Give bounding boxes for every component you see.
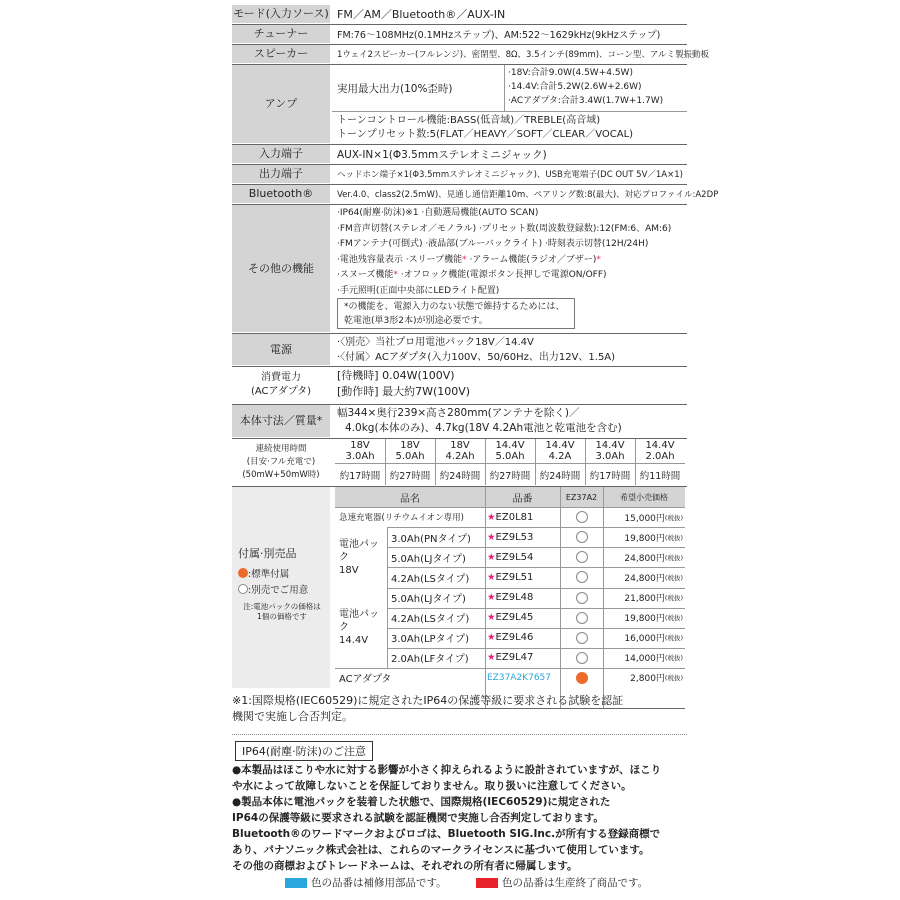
tax-note: (税抜) xyxy=(664,513,683,522)
runtime-capacity: 3.0Ah xyxy=(345,451,375,462)
product-price xyxy=(603,588,683,608)
legend-standard xyxy=(238,566,289,580)
product-code-cell xyxy=(487,628,560,648)
consumption-values xyxy=(337,368,470,400)
availability-cell xyxy=(560,608,603,628)
product-code: EZ37A2K7657 xyxy=(487,672,551,683)
discontinued-color-swatch xyxy=(476,878,498,888)
product-price xyxy=(603,547,683,567)
price-value: 16,000円 xyxy=(624,634,665,645)
consumption-label-line: (ACアダプタ) xyxy=(250,386,312,397)
feature-line: ·手元照明(正面中央部にLEDライト配置) xyxy=(337,285,500,296)
product-price xyxy=(603,628,683,648)
product-code-cell xyxy=(487,608,560,628)
product-name: 急速充電器(リチウムイオン専用) xyxy=(339,513,464,524)
runtime-capacity: 2.0Ah xyxy=(645,451,675,462)
battery-group-label xyxy=(335,527,387,587)
standard-circle-icon xyxy=(576,672,588,684)
tuner-value: FM:76～108MHz(0.1MHzステップ)、AM:522～1629kHz(9kHzステップ) xyxy=(337,30,661,41)
optional-circle-icon xyxy=(576,531,588,543)
power-label: 電源 xyxy=(232,334,330,365)
dimensions-line: 4.0kg(本体のみ)、4.7kg(18V 4.2Ah電池と乾電池を含む) xyxy=(345,422,622,434)
optional-circle-icon xyxy=(576,511,588,523)
runtime-column-header xyxy=(535,439,585,463)
product-code: EZ9L45 xyxy=(495,612,534,624)
optional-circle-icon xyxy=(576,652,588,664)
feature-snooze: ·スヌーズ機能 xyxy=(337,270,394,280)
input-value: AUX-IN×1(Φ3.5mmステレオミニジャック) xyxy=(337,148,547,161)
footnote-1-line: 機関で実施し合否判定。 xyxy=(232,710,353,723)
dimensions-line: 幅344×奥行239×高さ280mm(アンテナを除く)／ xyxy=(337,407,580,419)
dimensions-label: 本体寸法／質量* xyxy=(232,405,330,437)
legend-optional xyxy=(238,582,308,596)
runtime-voltage: 14.4V xyxy=(495,440,525,451)
separator xyxy=(232,734,687,735)
header-price: 希望小売価格 xyxy=(620,492,668,502)
standby-power: [待機時] 0.04W(100V) xyxy=(337,369,455,382)
runtime-label-line: (目安·フル充電で) xyxy=(246,456,316,467)
optional-circle-icon xyxy=(576,571,588,583)
product-code: EZ9L46 xyxy=(495,632,534,644)
feature-line: ·IP64(耐塵·防沫)※1 ·自動選局機能(AUTO SCAN) xyxy=(337,208,539,218)
speaker-label: スピーカー xyxy=(232,45,330,63)
product-name: 4.2Ah(LSタイプ) xyxy=(391,614,470,626)
divider xyxy=(435,439,436,485)
optional-circle-icon xyxy=(576,551,588,563)
runtime-label-line: (50mW+50mW時) xyxy=(242,469,320,480)
tax-note: (税抜) xyxy=(664,594,683,603)
product-name: 5.0Ah(LJタイプ) xyxy=(391,594,466,606)
optional-circle-icon xyxy=(576,632,588,644)
legend-note-line: 注:電池パックの価格は xyxy=(243,602,321,611)
feature-line: ·FMアンテナ(可倒式) ·液晶部(ブルーバックライト) ·時刻表示切替(12H/24H) xyxy=(337,239,649,249)
tuner-label: チューナー xyxy=(232,25,330,43)
asterisk-note-line: 乾電池(単3形2本)が別途必要です。 xyxy=(344,316,488,326)
ip64-line: ●製品本体に電池パックを装着した状態で、国際規格(IEC60529)に規定された xyxy=(232,796,611,808)
other-label: その他の機能 xyxy=(232,205,330,332)
asterisk-mark: * xyxy=(462,254,467,265)
amp-outputs xyxy=(508,66,663,108)
runtime-voltage: 18V xyxy=(350,440,370,451)
runtime-capacity: 5.0Ah xyxy=(495,451,525,462)
product-price xyxy=(603,507,683,527)
amp-output-14v: ·14.4V:合計5.2W(2.6W+2.6W) xyxy=(508,82,642,92)
tax-note: (税抜) xyxy=(664,674,683,683)
ip64-title: IP64(耐塵·防沫)のご注意 xyxy=(235,741,373,761)
runtime-column-header xyxy=(335,439,385,463)
power-line: ·〈付属〉ACアダプタ(入力100V、50/60Hz、出力12V、1.5A) xyxy=(337,352,616,363)
asterisk-note-line: *の機能を、電源入力のない状態で維持するためには、 xyxy=(344,302,565,312)
feature-offlock: ·オフロック機能(電源ボタン長押しで電源ON/OFF) xyxy=(400,270,607,280)
tone-presets: トーンプリセット数:5(FLAT／HEAVY／SOFT／CLEAR／VOCAL) xyxy=(337,129,634,140)
amp-output-label: 実用最大出力(10%歪時) xyxy=(337,82,453,95)
star-icon: ★ xyxy=(487,571,496,583)
discontinued-legend-text: 色の品番は生産終了商品です。 xyxy=(502,877,649,889)
runtime-column-header xyxy=(635,439,685,463)
consumption-label-line: 消費電力 xyxy=(261,372,301,383)
tax-note: (税抜) xyxy=(664,573,683,582)
availability-cell xyxy=(560,547,603,567)
product-code-cell xyxy=(487,527,560,547)
ip64-line: IP64の保護等級に要求される試験を認証機関で実施し合否判定しております。 xyxy=(232,812,604,824)
runtime-hours: 約17時間 xyxy=(589,470,631,482)
product-price xyxy=(603,527,683,547)
availability-cell xyxy=(560,668,603,688)
product-code-cell xyxy=(487,588,560,608)
legend-standard-text: :標準付属 xyxy=(248,569,290,580)
product-name: 4.2Ah(LSタイプ) xyxy=(391,573,470,585)
star-icon: ★ xyxy=(487,511,496,523)
output-value: ヘッドホン端子×1(Φ3.5mmステレオミニジャック)、USB充電端子(DC OUT 5V／1A×1) xyxy=(337,170,683,180)
runtime-label-line: 連続使用時間 xyxy=(255,443,307,454)
product-code: EZ0L81 xyxy=(495,511,534,523)
price-value: 14,000円 xyxy=(624,654,665,665)
price-value: 15,000円 xyxy=(624,513,665,524)
price-value: 24,800円 xyxy=(624,553,665,564)
group-label-line: 電池パック xyxy=(339,609,379,634)
product-name: 3.0Ah(LPタイプ) xyxy=(391,634,469,646)
bluetooth-label: Bluetooth® xyxy=(232,185,330,203)
dimensions-values xyxy=(337,406,622,436)
availability-cell xyxy=(560,567,603,587)
accessories-table xyxy=(335,487,685,687)
divider xyxy=(485,439,486,485)
asterisk-mark: * xyxy=(596,254,601,265)
bluetooth-value: Ver.4.0、class2(2.5mW)、見通し通信距離10m、ペアリング数:8(最大)、対応プロファイル:A2DP xyxy=(337,190,719,200)
divider xyxy=(635,439,636,485)
runtime-label xyxy=(232,439,330,485)
asterisk-note-box xyxy=(337,298,575,329)
product-price xyxy=(603,648,683,668)
header-model: EZ37A2 xyxy=(565,492,598,502)
runtime-voltage: 18V xyxy=(450,440,470,451)
group-label-line: 18V xyxy=(339,564,359,576)
divider xyxy=(335,708,685,709)
divider xyxy=(385,439,386,485)
power-values xyxy=(337,335,615,365)
product-code: EZ9L47 xyxy=(495,652,534,664)
feature-sleep: ·電池残容量表示 ·スリープ機能 xyxy=(337,254,463,265)
optional-circle-icon xyxy=(576,592,588,604)
star-icon: ★ xyxy=(487,612,496,624)
trademark-line: あり、パナソニック株式会社は、これらのマークライセンスに基づいて使用しています。 xyxy=(232,844,650,856)
accessories-label-cell xyxy=(232,487,330,688)
group-label-line: 14.4V xyxy=(339,635,369,647)
runtime-hours: 約24時間 xyxy=(439,470,481,482)
legend-note-line: 1個の価格です xyxy=(257,612,307,621)
product-code: EZ9L51 xyxy=(495,571,534,583)
speaker-value: 1ウェイ2スピーカー(フルレンジ)、密閉型、8Ω、3.5インチ(89mm)、コーン型、アルミ製振動板 xyxy=(337,50,710,60)
product-code-cell xyxy=(487,507,560,527)
tax-note: (税抜) xyxy=(664,614,683,623)
runtime-voltage: 14.4V xyxy=(545,440,575,451)
runtime-column-header xyxy=(385,439,435,463)
tax-note: (税抜) xyxy=(664,553,683,562)
star-icon: ★ xyxy=(487,632,496,644)
feature-alarm: ·アラーム機能(ラジオ／ブザー) xyxy=(469,254,597,265)
runtime-hours: 約24時間 xyxy=(539,470,581,482)
product-price xyxy=(603,567,683,587)
tax-note: (税抜) xyxy=(664,533,683,542)
product-code-cell xyxy=(487,567,560,587)
runtime-column-header xyxy=(585,439,635,463)
product-code: EZ9L53 xyxy=(495,531,534,543)
divider xyxy=(603,487,604,708)
repair-legend-text: 色の品番は補修用部品です。 xyxy=(311,877,447,889)
divider xyxy=(332,111,687,112)
product-code-cell xyxy=(487,648,560,668)
output-label: 出力端子 xyxy=(232,165,330,183)
footnote-1-line: ※1:国際規格(IEC60529)に規定されたIP64の保護等級に要求される試験を認証 xyxy=(232,694,624,707)
tax-note: (税抜) xyxy=(664,654,683,663)
price-value: 19,800円 xyxy=(624,533,665,544)
legend-note xyxy=(236,602,328,622)
divider xyxy=(504,65,505,111)
availability-cell xyxy=(560,648,603,668)
star-icon: ★ xyxy=(487,551,496,563)
runtime-column-header xyxy=(435,439,485,463)
availability-cell xyxy=(560,507,603,527)
price-value: 21,800円 xyxy=(624,594,665,605)
battery-group-label xyxy=(335,588,387,668)
product-price xyxy=(603,668,683,688)
star-icon: ★ xyxy=(487,652,496,664)
divider xyxy=(585,439,586,485)
mode-value: FM／AM／Bluetooth®／AUX-IN xyxy=(337,8,506,21)
runtime-hours: 約27時間 xyxy=(489,470,531,482)
product-price xyxy=(603,608,683,628)
product-name: 3.0Ah(PNタイプ) xyxy=(391,533,471,545)
price-value: 24,800円 xyxy=(624,573,665,584)
star-icon: ★ xyxy=(487,592,496,604)
header-code: 品番 xyxy=(512,493,533,505)
group-label-line: 電池パック xyxy=(339,538,379,563)
star-icon: ★ xyxy=(487,531,496,543)
runtime-hours: 約11時間 xyxy=(639,470,681,482)
feature-line-sleep-alarm xyxy=(337,253,671,269)
runtime-capacity: 3.0Ah xyxy=(595,451,625,462)
trademark-line: その他の商標およびトレードネームは、それぞれの所有者に帰属します。 xyxy=(232,860,578,872)
runtime-grid xyxy=(335,439,685,485)
tax-note: (税抜) xyxy=(664,634,683,643)
mode-label: モード(入力ソース) xyxy=(232,5,330,23)
availability-cell xyxy=(560,527,603,547)
product-name: 2.0Ah(LFタイプ) xyxy=(391,654,469,666)
other-features xyxy=(337,206,671,299)
input-label: 入力端子 xyxy=(232,145,330,163)
ip64-line: や水によって故障しないことを保証しておりません。取り扱いに注意してください。 xyxy=(232,780,632,792)
runtime-hours: 約27時間 xyxy=(389,470,431,482)
amp-label: アンプ xyxy=(232,65,330,143)
product-code: EZ9L48 xyxy=(495,592,534,604)
amp-output-ac: ·ACアダプタ:合計3.4W(1.7W+1.7W) xyxy=(508,96,664,106)
runtime-voltage: 14.4V xyxy=(595,440,625,451)
runtime-voltage: 18V xyxy=(400,440,420,451)
availability-cell xyxy=(560,588,603,608)
orange-circle-icon xyxy=(238,568,248,578)
header-name: 品名 xyxy=(400,493,420,505)
asterisk-mark: * xyxy=(393,270,398,280)
runtime-capacity: 5.0Ah xyxy=(395,451,425,462)
divider xyxy=(485,487,486,708)
amp-tone xyxy=(337,113,633,141)
price-value: 19,800円 xyxy=(624,614,665,625)
runtime-voltage: 14.4V xyxy=(645,440,675,451)
legend-optional-text: :別売でご用意 xyxy=(248,585,309,596)
divider xyxy=(387,527,388,668)
feature-line-snooze xyxy=(337,268,671,284)
product-name: 5.0Ah(LJタイプ) xyxy=(391,553,466,565)
tone-control: トーンコントロール機能:BASS(低音域)／TREBLE(高音域) xyxy=(337,115,601,126)
product-code: EZ9L54 xyxy=(495,551,534,563)
runtime-hours: 約17時間 xyxy=(339,470,381,482)
availability-cell xyxy=(560,628,603,648)
consumption-label xyxy=(232,367,330,403)
empty-circle-icon xyxy=(238,584,248,594)
ip64-line: ●本製品はほこりや水に対する影響が小さく抑えられるように設計されていますが、ほこり xyxy=(232,764,662,776)
runtime-column-header xyxy=(485,439,535,463)
amp-output-18v: ·18V:合計9.0W(4.5W+4.5W) xyxy=(508,68,633,78)
product-code-cell xyxy=(487,547,560,567)
accessories-label: 付属·別売品 xyxy=(238,547,297,560)
divider xyxy=(560,487,561,708)
runtime-capacity: 4.2Ah xyxy=(445,451,475,462)
runtime-capacity: 4.2A xyxy=(548,451,572,462)
repair-color-swatch xyxy=(285,878,307,888)
product-code-cell xyxy=(487,668,560,688)
feature-line: ·FM音声切替(ステレオ／モノラル) ·プリセット数(周波数登録数):12(FM:6、AM:6) xyxy=(337,223,672,234)
price-value: 2,800円 xyxy=(630,674,665,685)
product-name: ACアダプタ xyxy=(339,674,392,686)
optional-circle-icon xyxy=(576,612,588,624)
operating-power: [動作時] 最大約7W(100V) xyxy=(337,385,471,398)
trademark-line: Bluetooth®のワードマークおよびロゴは、Bluetooth SIG.Inc.が所有する登録商標で xyxy=(232,828,661,840)
power-line: ·〈別売〉当社プロ用電池パック18V／14.4V xyxy=(337,337,534,348)
divider xyxy=(535,439,536,485)
